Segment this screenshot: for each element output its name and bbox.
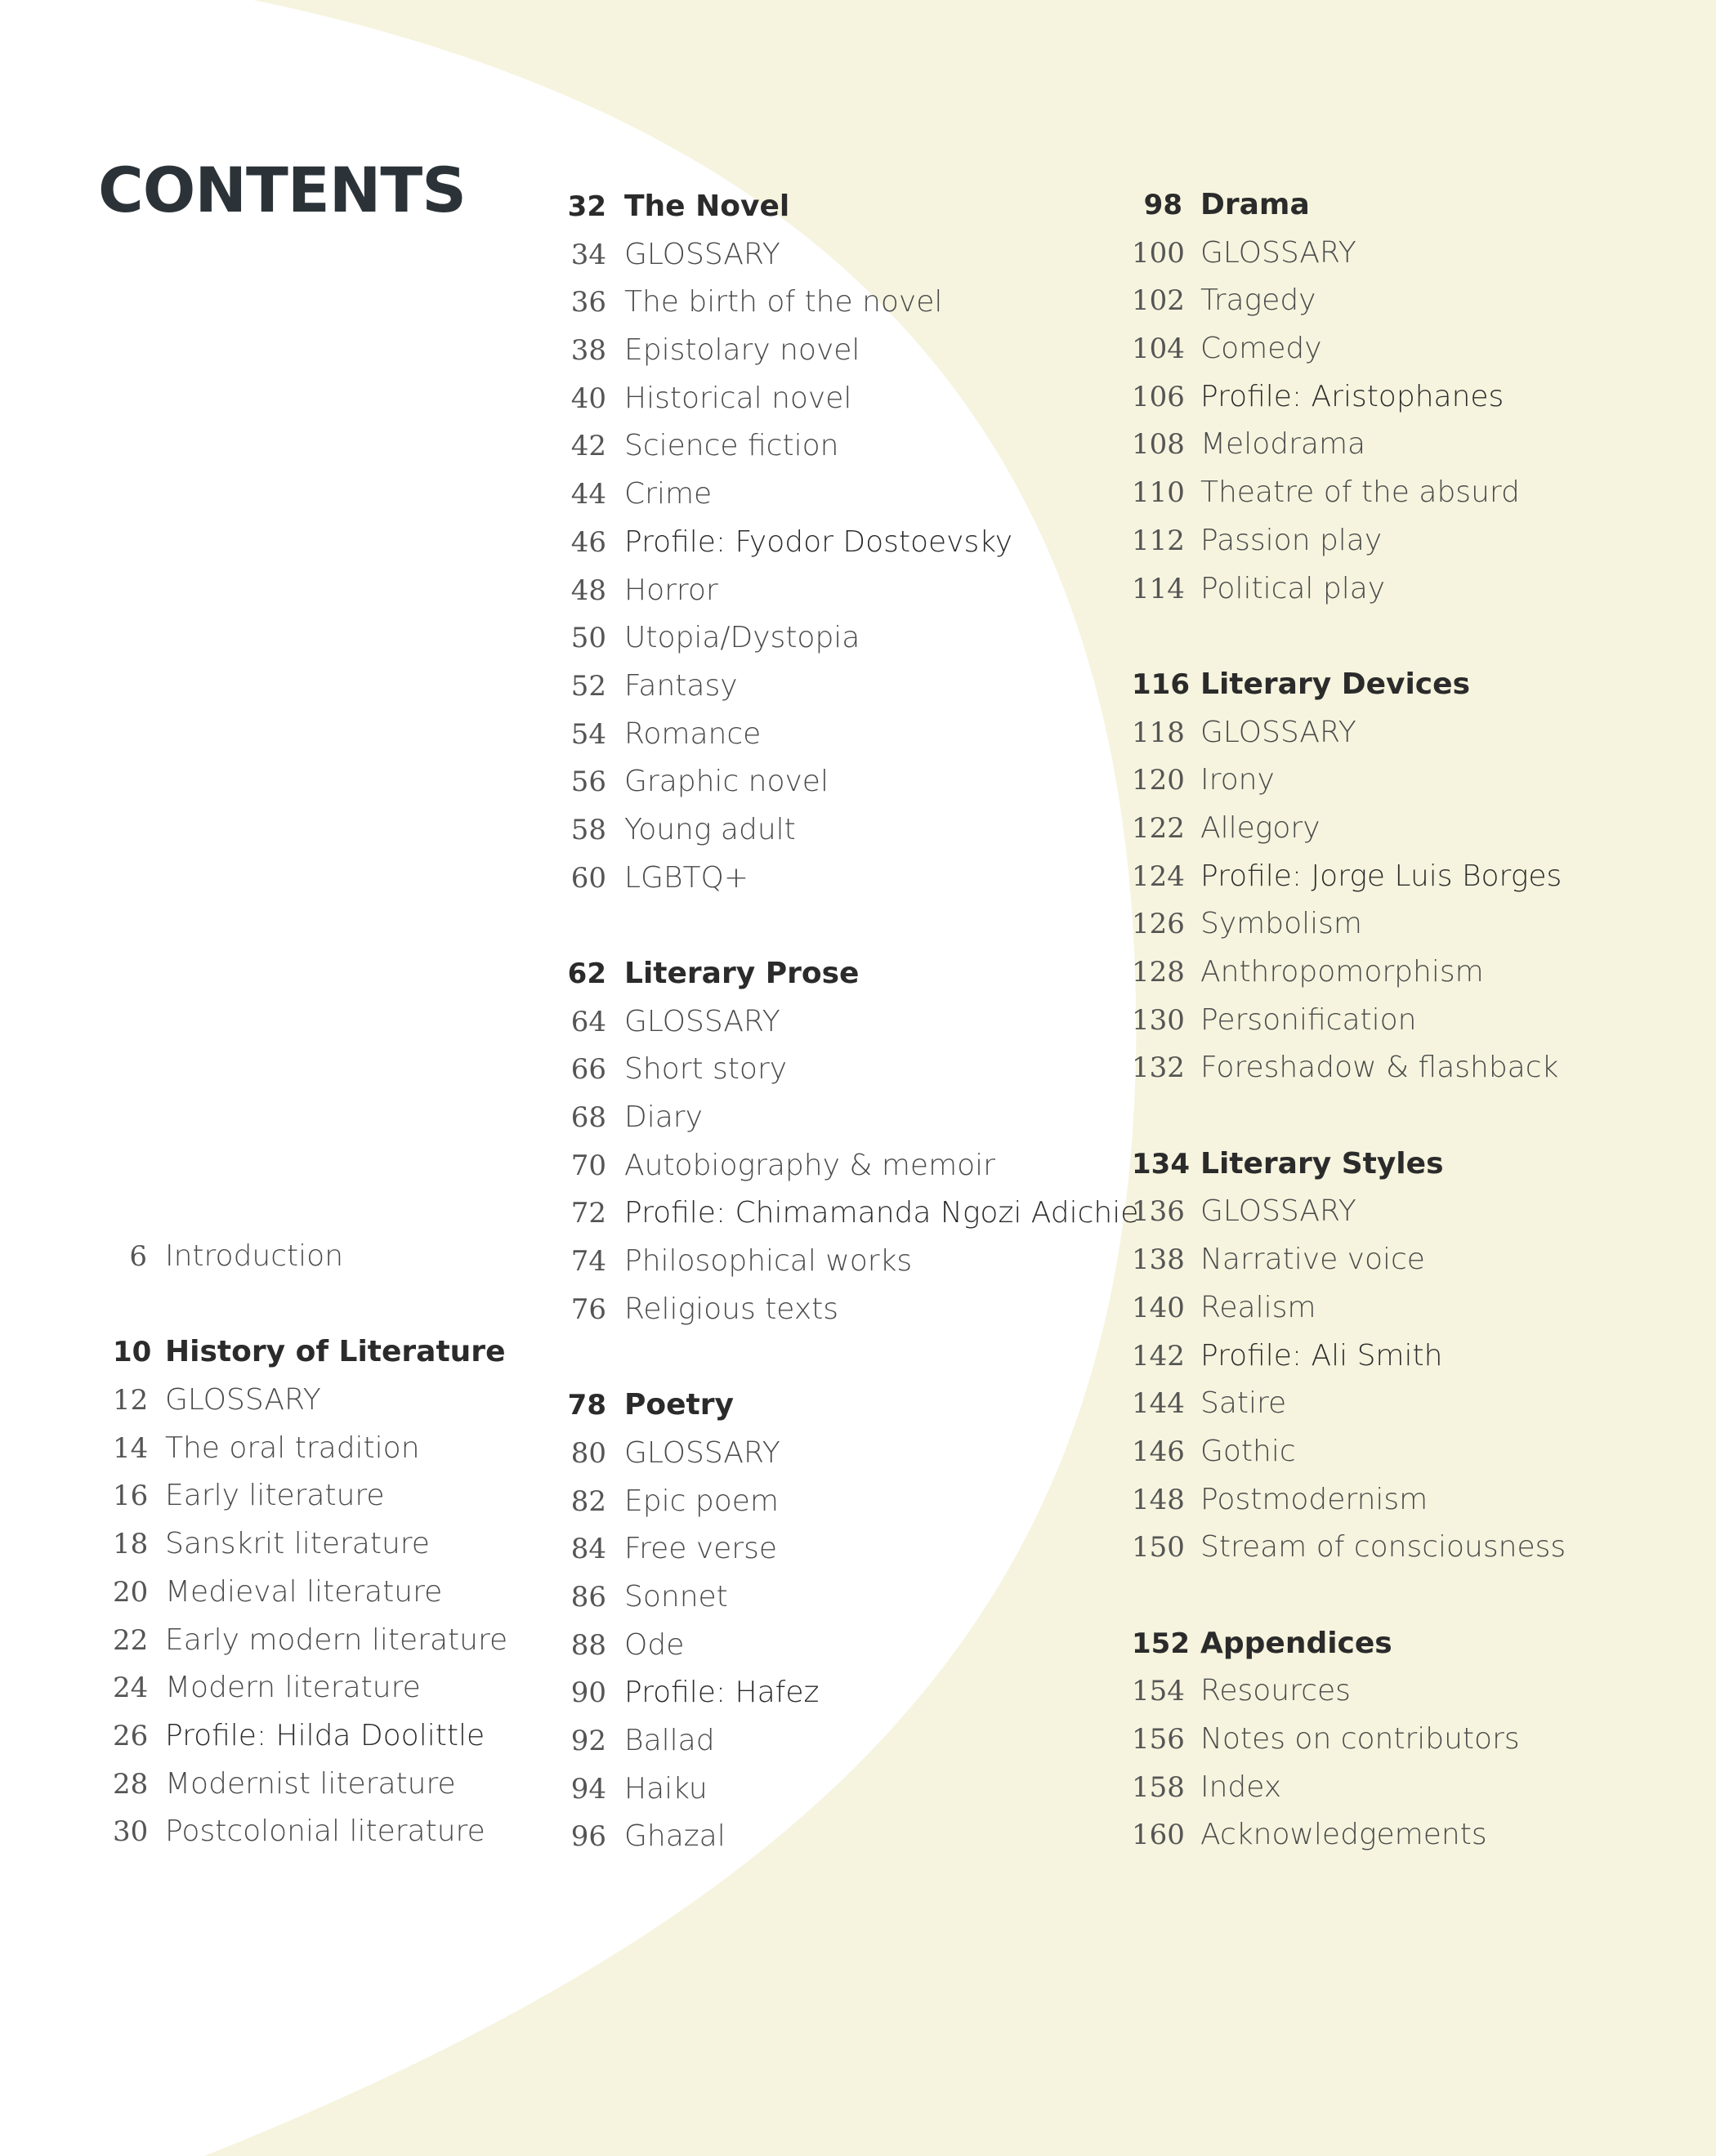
- toc-entry: [1132, 517, 1566, 565]
- entry-title: Modernist literature: [165, 1766, 456, 1801]
- page-number: 120: [1132, 764, 1185, 797]
- page-number: 94: [570, 1772, 606, 1806]
- entry-title: Drama: [1200, 188, 1310, 221]
- toc-entry: [564, 1525, 1138, 1573]
- entry-title: Theatre of the absurd: [1200, 475, 1520, 510]
- page-number: 112: [1132, 524, 1185, 557]
- entry-title: Resources: [1200, 1674, 1351, 1708]
- page-number: 50: [570, 622, 606, 655]
- entry-title: Irony: [1200, 763, 1275, 797]
- toc-profile-entry: [113, 1712, 507, 1761]
- page-number: 96: [570, 1820, 606, 1854]
- toc-column-3: [1132, 181, 1566, 1908]
- toc-section: [1132, 1620, 1566, 1859]
- page-number: 34: [570, 238, 606, 271]
- page-number: 154: [1132, 1675, 1185, 1708]
- entry-title: Introduction: [165, 1239, 344, 1273]
- toc-entry: [113, 1377, 507, 1425]
- entry-title: Notes on contributors: [1200, 1722, 1520, 1756]
- toc-entry: [564, 806, 1138, 855]
- entry-title: Historical novel: [624, 381, 852, 415]
- toc-entry: [564, 327, 1138, 375]
- page-number: 38: [570, 334, 606, 368]
- page-number: 40: [570, 382, 606, 415]
- toc-entry: [564, 1622, 1138, 1670]
- page-number: 82: [570, 1484, 606, 1518]
- entry-title: Acknowledgements: [1200, 1818, 1487, 1852]
- page-number: 10: [113, 1336, 152, 1369]
- page-number: 72: [570, 1197, 606, 1230]
- toc-entry: [113, 1233, 507, 1281]
- page-number: 78: [567, 1389, 606, 1422]
- page-number: 66: [570, 1053, 606, 1087]
- entry-title: Ghazal: [624, 1819, 726, 1854]
- toc-entry: [1132, 469, 1566, 517]
- toc-entry: [1132, 1811, 1566, 1859]
- toc-entry: [564, 422, 1138, 471]
- toc-entry: [564, 1046, 1138, 1094]
- toc-entry: [113, 1617, 507, 1665]
- page-number: 80: [570, 1436, 606, 1470]
- toc-section: [564, 950, 1138, 1334]
- toc-profile-entry: [1132, 853, 1566, 901]
- toc-section-heading: [1132, 1620, 1566, 1668]
- page-number: 56: [570, 766, 606, 799]
- page-number: 86: [570, 1580, 606, 1614]
- page-number: 26: [113, 1719, 149, 1752]
- toc-entry: [564, 711, 1138, 759]
- toc-profile-entry: [564, 1190, 1138, 1238]
- page-number: 142: [1132, 1339, 1185, 1373]
- entry-title: Sonnet: [624, 1579, 728, 1614]
- page-number: 44: [570, 478, 606, 511]
- page-number: 30: [113, 1815, 149, 1849]
- entry-title: Foreshadow & flashback: [1200, 1051, 1559, 1085]
- entry-title: Profile: Ali Smith: [1200, 1338, 1443, 1373]
- toc-entry: [564, 998, 1138, 1047]
- page-number: 116: [1132, 667, 1190, 701]
- toc-entry: [113, 1808, 507, 1856]
- page-number: 52: [570, 669, 606, 703]
- page-number: 16: [113, 1480, 149, 1513]
- toc-section: [564, 183, 1138, 902]
- page-number: 128: [1132, 956, 1185, 989]
- toc-entry: [564, 1765, 1138, 1814]
- page-number: 134: [1132, 1147, 1190, 1181]
- entry-title: Passion play: [1200, 523, 1383, 557]
- entry-title: Graphic novel: [624, 765, 829, 799]
- page-number: 158: [1132, 1770, 1185, 1804]
- page-number: 64: [570, 1005, 606, 1038]
- page-number: 124: [1132, 859, 1185, 893]
- toc-entry: [1132, 1284, 1566, 1332]
- toc-entry: [1132, 900, 1566, 949]
- entry-title: Profile: Hafez: [624, 1676, 820, 1710]
- toc-entry: [564, 1430, 1138, 1478]
- entry-title: Symbolism: [1200, 907, 1362, 941]
- page-number: 88: [570, 1628, 606, 1662]
- entry-title: Index: [1200, 1770, 1282, 1804]
- toc-entry: [564, 279, 1138, 327]
- toc-section: [1132, 181, 1566, 613]
- toc-entry: [1132, 1764, 1566, 1812]
- toc-entry: [564, 471, 1138, 519]
- page-number: 76: [570, 1292, 606, 1326]
- toc-section: [1132, 661, 1566, 1092]
- page-number: 22: [113, 1623, 149, 1657]
- page-number: 92: [570, 1725, 606, 1757]
- entry-title: GLOSSARY: [1200, 235, 1356, 270]
- toc-entry: [1132, 421, 1566, 469]
- entry-title: LGBTQ+: [624, 860, 749, 895]
- page-number: 108: [1132, 428, 1185, 462]
- entry-title: Comedy: [1200, 332, 1322, 366]
- page-number: 144: [1132, 1387, 1185, 1421]
- entry-title: Autobiography & memoir: [624, 1148, 995, 1182]
- entry-title: GLOSSARY: [624, 237, 780, 271]
- entry-title: History of Literature: [165, 1335, 506, 1369]
- entry-title: Epic poem: [624, 1484, 779, 1518]
- toc-entry: [1132, 709, 1566, 757]
- entry-title: Early modern literature: [165, 1623, 508, 1657]
- toc-entry: [1132, 1188, 1566, 1236]
- toc-entry: [1132, 1380, 1566, 1428]
- entry-title: Stream of consciousness: [1200, 1530, 1566, 1565]
- entry-title: Ode: [624, 1627, 685, 1662]
- toc-profile-entry: [564, 1669, 1138, 1717]
- entry-title: Romance: [624, 716, 762, 751]
- page-number: 104: [1132, 333, 1185, 366]
- page-number: 138: [1132, 1243, 1185, 1277]
- toc-entry: [1132, 277, 1566, 325]
- toc-entry: [564, 567, 1138, 615]
- toc-entry: [1132, 1236, 1566, 1284]
- entry-title: Medieval literature: [165, 1574, 443, 1609]
- toc-entry: [113, 1472, 507, 1520]
- page-number: 150: [1132, 1531, 1185, 1565]
- entry-title: GLOSSARY: [165, 1383, 321, 1417]
- toc-entry: [113, 1569, 507, 1617]
- page-number: 32: [567, 190, 606, 223]
- entry-title: GLOSSARY: [1200, 715, 1356, 749]
- page-number: 20: [113, 1575, 149, 1609]
- page-number: 54: [570, 717, 606, 751]
- page-number: 74: [570, 1245, 606, 1279]
- entry-title: Profile: Chimamanda Ngozi Adichie: [624, 1196, 1139, 1230]
- page-number: 62: [567, 957, 606, 990]
- entry-title: Young adult: [624, 812, 796, 846]
- page-number: 132: [1132, 1051, 1185, 1085]
- toc-entry: [564, 1717, 1138, 1765]
- toc-entry: [113, 1664, 507, 1712]
- page-number: 110: [1132, 476, 1185, 510]
- toc-entry: [1132, 1476, 1566, 1524]
- entry-title: Appendices: [1200, 1626, 1392, 1660]
- entry-title: Sanskrit literature: [165, 1527, 430, 1561]
- page-number: 28: [113, 1767, 149, 1801]
- page-number: 48: [570, 574, 606, 607]
- toc-profile-entry: [1132, 1332, 1566, 1381]
- entry-title: Philosophical works: [624, 1244, 913, 1279]
- page-number: 148: [1132, 1483, 1185, 1516]
- page-number: 14: [113, 1431, 149, 1465]
- toc-entry: [1132, 230, 1566, 278]
- entry-title: Fantasy: [624, 668, 738, 703]
- page-number: 90: [570, 1676, 606, 1710]
- page-number: 6: [129, 1240, 147, 1273]
- entry-title: Crime: [624, 477, 713, 511]
- page-number: 98: [1143, 189, 1182, 221]
- toc-column-1: [113, 1233, 507, 1904]
- page-title: CONTENTS: [98, 154, 466, 226]
- toc-profile-entry: [564, 519, 1138, 567]
- page-number: 24: [113, 1672, 149, 1705]
- toc-entry: [1132, 1667, 1566, 1716]
- page-number: 46: [570, 525, 606, 559]
- page-number: 160: [1132, 1819, 1185, 1852]
- toc-section-heading: [564, 1382, 1138, 1430]
- toc-entry: [564, 1142, 1138, 1190]
- entry-title: Postcolonial literature: [165, 1815, 485, 1849]
- entry-title: Political play: [1200, 571, 1386, 605]
- entry-title: GLOSSARY: [1200, 1194, 1356, 1229]
- page-number: 122: [1132, 811, 1185, 845]
- toc-entry: [564, 663, 1138, 711]
- entry-title: The Novel: [624, 190, 790, 223]
- page-number: 136: [1132, 1195, 1185, 1229]
- entry-title: Literary Styles: [1200, 1146, 1444, 1181]
- page-number: 140: [1132, 1291, 1185, 1324]
- toc-entry: [564, 1094, 1138, 1142]
- toc-entry: [1132, 325, 1566, 373]
- toc-section-heading: [564, 183, 1138, 231]
- entry-title: Narrative voice: [1200, 1243, 1425, 1277]
- toc-entry: [564, 1478, 1138, 1526]
- entry-title: Allegory: [1200, 810, 1321, 845]
- toc-section-heading: [113, 1328, 507, 1377]
- entry-title: Personification: [1200, 1002, 1417, 1037]
- entry-title: Haiku: [624, 1771, 708, 1806]
- toc-section: [113, 1233, 507, 1281]
- toc-entry: [564, 231, 1138, 279]
- page-number: 42: [570, 430, 606, 463]
- toc-column-2: [564, 183, 1138, 1909]
- page-number: 152: [1132, 1627, 1190, 1660]
- entry-title: Early literature: [165, 1479, 385, 1513]
- page-number: 130: [1132, 1003, 1185, 1037]
- toc-section-heading: [564, 950, 1138, 998]
- page-number: 84: [570, 1533, 606, 1566]
- toc-entry: [564, 1286, 1138, 1334]
- toc-entry: [564, 758, 1138, 806]
- entry-title: Utopia/Dystopia: [624, 621, 860, 655]
- entry-title: Modern literature: [165, 1671, 421, 1705]
- entry-title: Epistolary novel: [624, 333, 860, 368]
- entry-title: GLOSSARY: [624, 1004, 780, 1038]
- toc-entry: [113, 1520, 507, 1569]
- toc-entry: [1132, 1524, 1566, 1572]
- toc-entry: [564, 375, 1138, 423]
- entry-title: Literary Prose: [624, 957, 860, 990]
- toc-entry: [564, 614, 1138, 663]
- entry-title: Profile: Aristophanes: [1200, 379, 1504, 413]
- toc-entry: [564, 1813, 1138, 1861]
- toc-entry: [1132, 1044, 1566, 1092]
- page-number: 70: [570, 1149, 606, 1182]
- toc-entry: [1132, 997, 1566, 1045]
- toc-entry: [1132, 949, 1566, 997]
- toc-entry: [564, 1573, 1138, 1622]
- toc-section-heading: [1132, 661, 1566, 709]
- entry-title: The oral tradition: [165, 1431, 420, 1465]
- page-number: 68: [570, 1101, 606, 1135]
- toc-entry: [564, 855, 1138, 903]
- entry-title: Profile: Jorge Luis Borges: [1200, 859, 1562, 893]
- toc-entry: [564, 1238, 1138, 1286]
- entry-title: The birth of the novel: [624, 285, 943, 319]
- entry-title: Tragedy: [1200, 283, 1316, 318]
- toc-entry: [1132, 1428, 1566, 1476]
- toc-entry: [1132, 805, 1566, 853]
- entry-title: Anthropomorphism: [1200, 955, 1484, 989]
- entry-title: Science fiction: [624, 429, 839, 463]
- page-number: 118: [1132, 716, 1185, 749]
- page-number: 12: [113, 1384, 149, 1417]
- entry-title: Gothic: [1200, 1434, 1296, 1468]
- entry-title: Profile: Fyodor Dostoevsky: [624, 524, 1013, 559]
- toc-entry: [113, 1761, 507, 1809]
- page-number: 100: [1132, 236, 1185, 270]
- entry-title: Postmodernism: [1200, 1482, 1428, 1516]
- page-number: 106: [1132, 380, 1185, 413]
- entry-title: Literary Devices: [1200, 667, 1470, 701]
- page-number: 102: [1132, 284, 1185, 318]
- entry-title: Diary: [624, 1100, 703, 1135]
- page-number: 146: [1132, 1435, 1185, 1468]
- entry-title: Free verse: [624, 1532, 777, 1566]
- toc-section-heading: [1132, 1140, 1566, 1189]
- toc-section-heading: [1132, 181, 1566, 230]
- entry-title: Poetry: [624, 1388, 734, 1422]
- page-number: 58: [570, 813, 606, 846]
- entry-title: Horror: [624, 573, 718, 607]
- toc-entry: [1132, 565, 1566, 614]
- page-number: 60: [570, 861, 606, 895]
- toc-entry: [113, 1425, 507, 1473]
- toc-entry: [1132, 757, 1566, 805]
- entry-title: Satire: [1200, 1386, 1287, 1421]
- entry-title: Ballad: [624, 1724, 715, 1757]
- entry-title: Profile: Hilda Doolittle: [165, 1718, 485, 1752]
- page-number: 114: [1132, 572, 1185, 605]
- toc-profile-entry: [1132, 373, 1566, 422]
- page-number: 126: [1132, 908, 1185, 941]
- entry-title: Short story: [624, 1052, 788, 1087]
- entry-title: Religious texts: [624, 1292, 839, 1326]
- entry-title: Realism: [1200, 1290, 1316, 1324]
- entry-title: Melodrama: [1200, 427, 1366, 462]
- page-number: 156: [1132, 1723, 1185, 1756]
- toc-section: [564, 1382, 1138, 1861]
- toc-entry: [1132, 1716, 1566, 1764]
- entry-title: GLOSSARY: [624, 1435, 780, 1470]
- page-number: 36: [570, 286, 606, 319]
- toc-section: [1132, 1140, 1566, 1572]
- page-number: 18: [113, 1528, 149, 1561]
- toc-section: [113, 1328, 507, 1856]
